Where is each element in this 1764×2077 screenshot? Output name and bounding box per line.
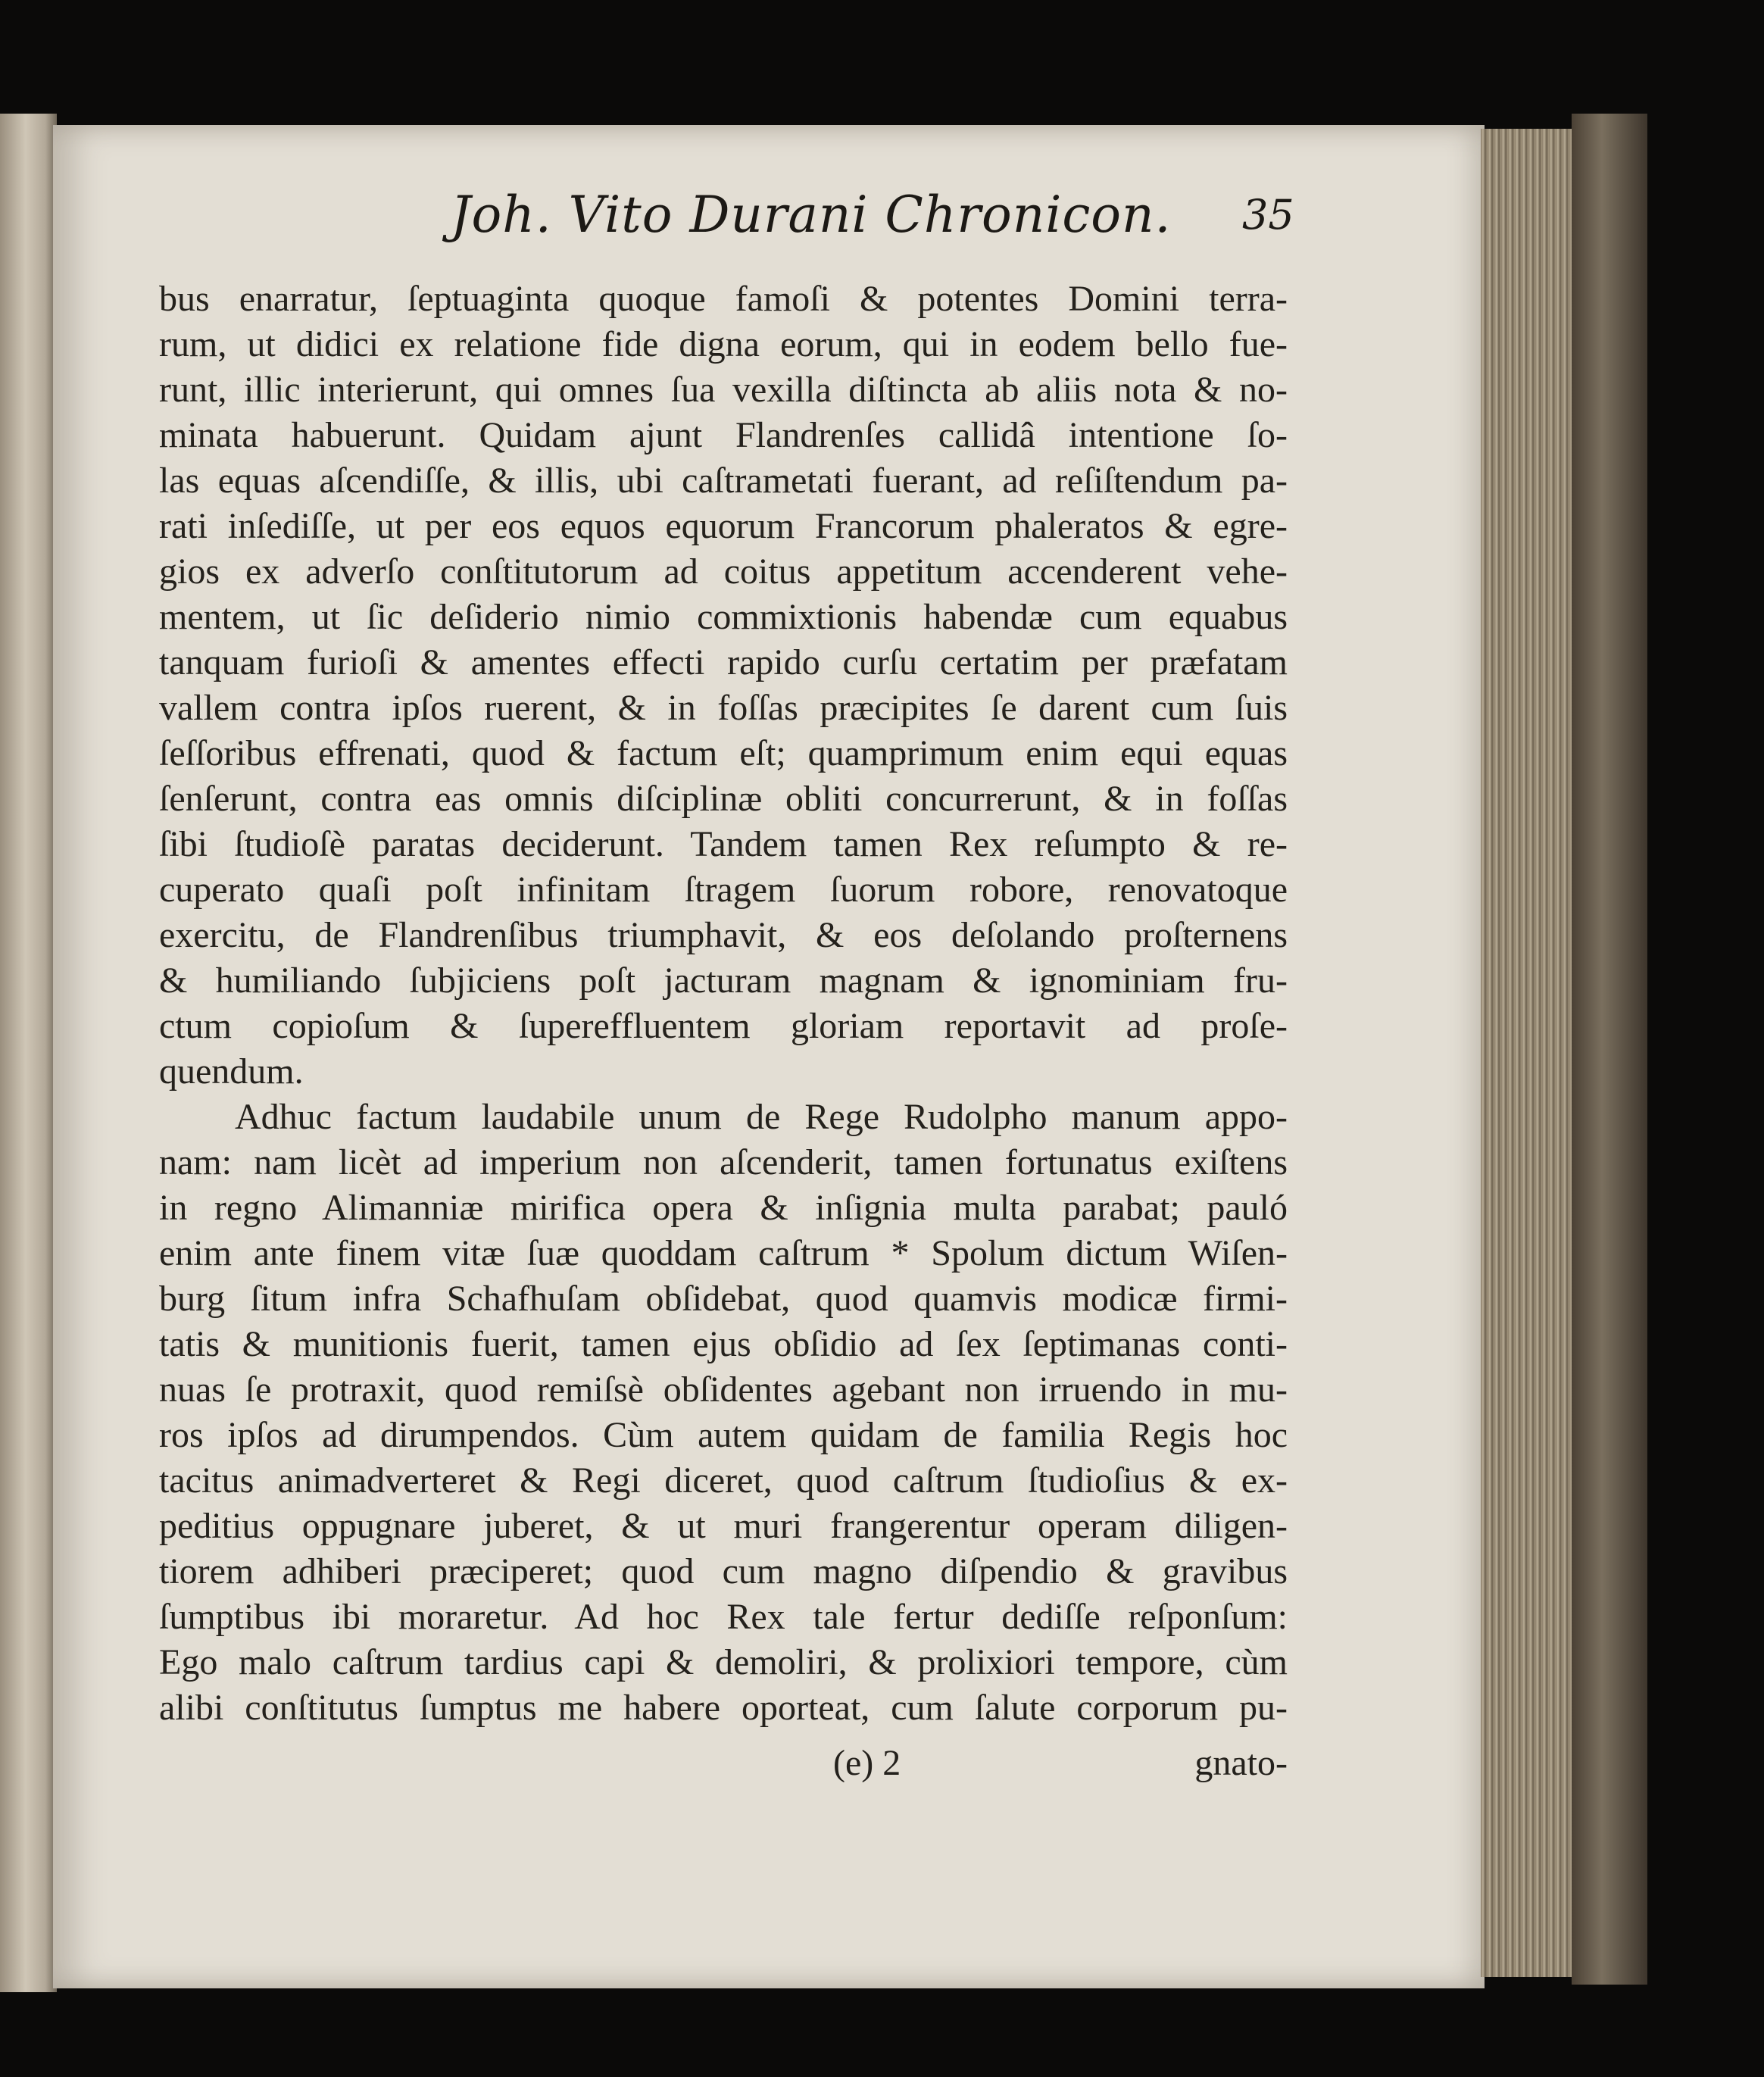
text-line: cuperato quaſi poſt infinitam ſtragem ſuorum robore, renovatoque — [159, 870, 1288, 910]
signature-mark: (e) 2 — [833, 1743, 901, 1783]
text-line: runt, illic interierunt, qui omnes ſua vexilla diſtincta ab aliis nota & no- — [159, 370, 1288, 410]
text-line: & humiliando ſubjiciens poſt jacturam magnam & ignominiam fru- — [159, 960, 1288, 1001]
book-cover-edge — [1572, 114, 1647, 1985]
text-line: rum, ut didici ex relatione fide digna eorum, qui in eodem bello fue- — [159, 324, 1288, 364]
text-line: tiorem adhiberi præciperet; quod cum magno diſpendio & gravibus — [159, 1551, 1288, 1591]
text-line: rati inſediſſe, ut per eos equos equorum Francorum phaleratos & egre- — [159, 506, 1288, 546]
text-line: in regno Alimanniæ mirifica opera & inſignia multa parabat; pauló — [159, 1188, 1288, 1228]
text-line: ſibi ſtudioſè paratas deciderunt. Tandem tamen Rex reſumpto & re- — [159, 824, 1288, 864]
text-line: Ego malo caſtrum tardius capi & demoliri, & prolixiori tempore, cùm — [159, 1642, 1288, 1682]
text-line: ſumptibus ibi moraretur. Ad hoc Rex tale fertur dediſſe reſponſum: — [159, 1597, 1288, 1637]
text-line: exercitu, de Flandrenſibus triumphavit, & eos deſolando proſternens — [159, 915, 1288, 955]
page-number: 35 — [1242, 191, 1294, 239]
text-line: gios ex adverſo conſtitutorum ad coitus appetitum accenderent vehe- — [159, 551, 1288, 592]
running-title: Joh. Vito Durani Chronicon. — [451, 186, 1172, 244]
text-line: ctum copioſum & ſupereffluentem gloriam reportavit ad proſe- — [159, 1006, 1288, 1046]
text-line: peditius oppugnare juberet, & ut muri frangerentur operam diligen- — [159, 1506, 1288, 1546]
text-line: Adhuc factum laudabile unum de Rege Rudolpho manum appo- — [235, 1097, 1288, 1137]
text-line: tacitus animadverteret & Regi diceret, quod caſtrum ſtudioſius & ex- — [159, 1460, 1288, 1501]
text-line: burg ſitum infra Schafhuſam obſidebat, quod quamvis modicæ firmi- — [159, 1279, 1288, 1319]
text-line: ſeſſoribus effrenati, quod & factum eſt; quamprimum enim equi equas — [159, 733, 1288, 773]
catchword: gnato- — [1194, 1743, 1288, 1783]
text-line: enim ante finem vitæ ſuæ quoddam caſtrum * Spolum dictum Wiſen- — [159, 1233, 1288, 1273]
text-line: nuas ſe protraxit, quod remiſsè obſidentes agebant non irruendo in mu- — [159, 1370, 1288, 1410]
text-line: ſenſerunt, contra eas omnis diſciplinæ obliti concurrerunt, & in foſſas — [159, 779, 1288, 819]
text-line: vallem contra ipſos ruerent, & in foſſas præcipites ſe darent cum ſuis — [159, 688, 1288, 728]
page-footer — [159, 1742, 1288, 1788]
text-line: alibi conſtitutus ſumptus me habere oporteat, cum ſalute corporum pu- — [159, 1688, 1288, 1728]
text-line: nam: nam licèt ad imperium non aſcenderit, tamen fortunatus exiſtens — [159, 1142, 1288, 1182]
text-line: mentem, ut ſic deſiderio nimio commixtionis habendæ cum equabus — [159, 597, 1288, 637]
body-text — [159, 276, 1288, 1731]
text-line: tatis & munitionis fuerit, tamen ejus obſidio ad ſex ſeptimanas conti- — [159, 1324, 1288, 1364]
text-line: bus enarratur, ſeptuaginta quoque famoſi & potentes Domini terra- — [159, 279, 1288, 319]
text-line: minata habuerunt. Quidam ajunt Flandrenſes callidâ intentione ſo- — [159, 415, 1288, 455]
page-block-edge — [1481, 129, 1572, 1977]
text-line: tanquam furioſi & amentes effecti rapido curſu certatim per præfatam — [159, 642, 1288, 682]
text-line: las equas aſcendiſſe, & illis, ubi caſtrametati fuerant, ad reſiſtendum pa- — [159, 461, 1288, 501]
left-page-edge — [0, 114, 57, 1992]
text-line: ros ipſos ad dirumpendos. Cùm autem quidam de familia Regis hoc — [159, 1415, 1288, 1455]
text-line: quendum. — [159, 1051, 304, 1092]
